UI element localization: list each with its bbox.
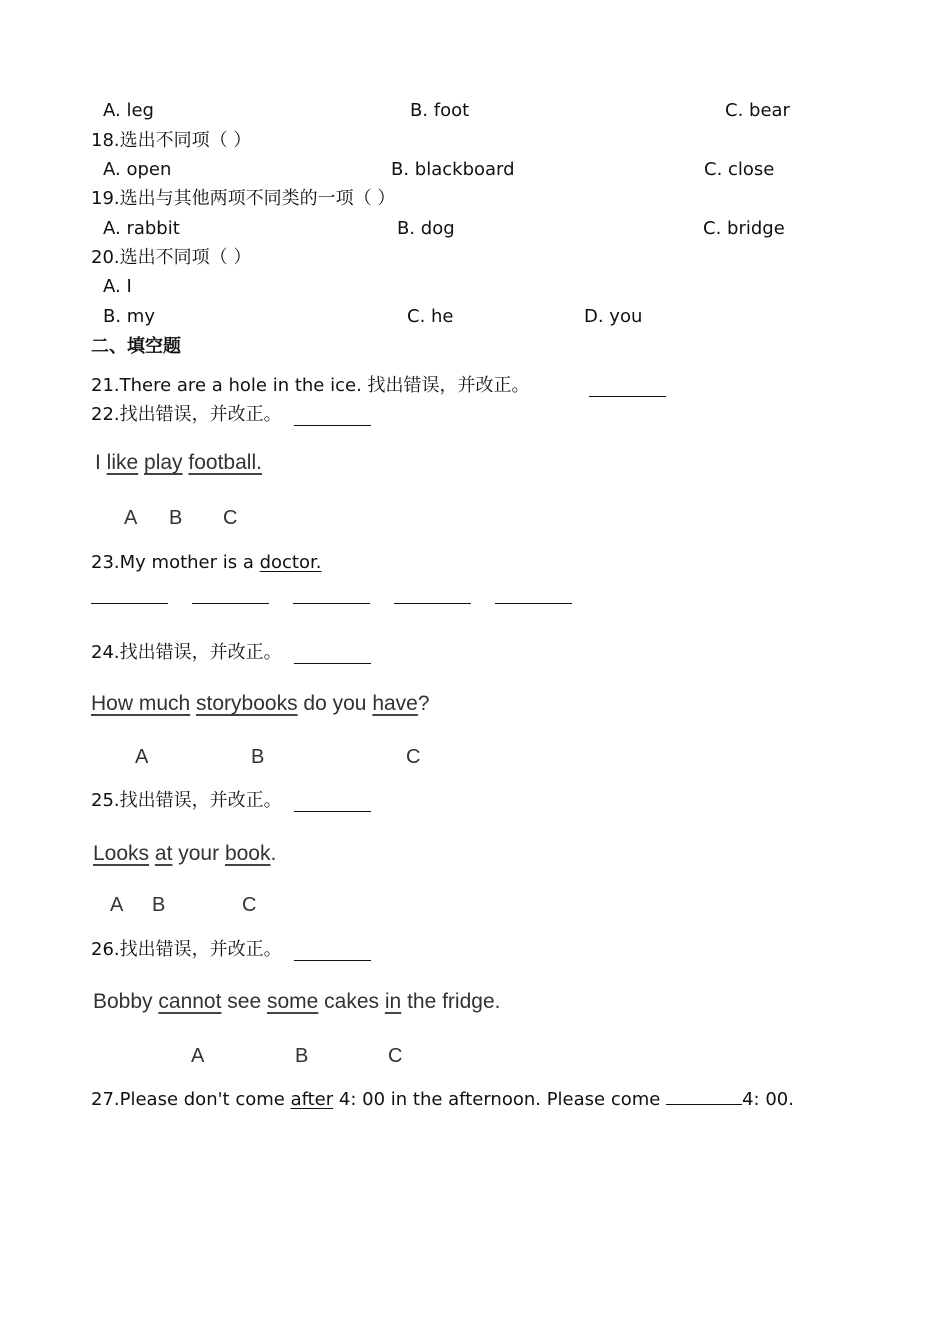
q25-stem: 25.找出错误，并改正。	[91, 790, 282, 811]
q20-option-c: C. he	[407, 306, 454, 327]
q19-option-a: A. rabbit	[103, 218, 180, 239]
q22-underlined-c: football.	[188, 451, 262, 474]
q20-stem: 20.选出不同项（ ）	[91, 247, 252, 268]
q25-underlined-b: at	[154, 842, 173, 865]
q26-stem: 26.找出错误，并改正。	[91, 939, 282, 960]
q25-letter-b: B	[152, 894, 166, 916]
q25-answer-blank[interactable]	[294, 811, 371, 812]
q17-option-b: B. foot	[410, 100, 470, 121]
q26-word: see	[221, 990, 267, 1013]
q22-letter-c: C	[223, 507, 238, 529]
q26-word: the fridge.	[401, 990, 501, 1013]
q22-underlined-b: play	[144, 451, 183, 474]
q25-letter-c: C	[242, 894, 257, 916]
q24-letter-c: C	[406, 746, 421, 768]
q22-answer-blank[interactable]	[294, 425, 371, 426]
q24-punct: ?	[417, 692, 430, 715]
q22-letter-a: A	[124, 507, 138, 529]
q19-stem: 19.选出与其他两项不同类的一项（ ）	[91, 188, 396, 209]
q23-underlined-word: doctor.	[259, 552, 322, 573]
q25-sentence-image	[93, 842, 276, 866]
q20-option-d: D. you	[584, 306, 643, 327]
q20-option-a: A. I	[103, 276, 132, 297]
q19-option-c: C. bridge	[703, 218, 785, 239]
q26-underlined-b: some	[266, 990, 319, 1013]
q23-blank-4[interactable]	[394, 603, 471, 604]
q20-option-b: B. my	[103, 306, 155, 327]
q26-letter-b: B	[295, 1045, 309, 1067]
q22-sentence-image	[95, 451, 262, 475]
q25-underlined-a: Looks	[93, 842, 150, 865]
q26-sentence-image	[93, 990, 500, 1014]
q24-underlined-c: have	[372, 692, 418, 715]
q26-underlined-a: cannot	[158, 990, 222, 1013]
q23-blank-5[interactable]	[495, 603, 572, 604]
q27-part: 27.Please don't come	[91, 1089, 291, 1110]
q22-stem: 22.找出错误，并改正。	[91, 404, 282, 425]
q27-answer-blank[interactable]	[666, 1088, 742, 1105]
q22-word: I	[95, 451, 107, 474]
q23-blank-1[interactable]	[91, 603, 168, 604]
q19-option-b: B. dog	[397, 218, 455, 239]
q24-word: do you	[297, 692, 373, 715]
q17-option-c: C. bear	[725, 100, 790, 121]
q24-underlined-b: storybooks	[196, 692, 298, 715]
q23-blank-2[interactable]	[192, 603, 269, 604]
q27-part: 4: 00.	[742, 1089, 794, 1110]
q24-underlined-a: How much	[91, 692, 191, 715]
q21-answer-blank[interactable]	[589, 396, 666, 397]
q26-word: Bobby	[93, 990, 159, 1013]
q18-option-b: B. blackboard	[391, 159, 515, 180]
q24-letter-a: A	[135, 746, 149, 768]
q18-option-c: C. close	[704, 159, 775, 180]
q24-sentence-image	[91, 692, 430, 716]
q27-part: 4: 00 in the afternoon. Please come	[333, 1089, 667, 1110]
q25-letter-a: A	[110, 894, 124, 916]
q27-underlined-word: after	[290, 1089, 334, 1110]
q27-text	[91, 1088, 794, 1111]
q26-answer-blank[interactable]	[294, 960, 371, 961]
q18-stem: 18.选出不同项（ ）	[91, 130, 252, 151]
q17-option-a: A. leg	[103, 100, 154, 121]
q24-stem: 24.找出错误，并改正。	[91, 642, 282, 663]
q24-letter-b: B	[251, 746, 265, 768]
q22-underlined-a: like	[106, 451, 139, 474]
q24-answer-blank[interactable]	[294, 663, 371, 664]
q25-underlined-c: book	[224, 842, 271, 865]
q26-underlined-c: in	[384, 990, 402, 1013]
q25-punct: .	[270, 842, 277, 865]
q23-prefix: 23.My mother is a	[91, 552, 260, 573]
q26-letter-a: A	[191, 1045, 205, 1067]
q26-letter-c: C	[388, 1045, 403, 1067]
q23-text	[91, 552, 321, 574]
section-title: 二、填空题	[91, 336, 181, 357]
q23-blank-3[interactable]	[293, 603, 370, 604]
q22-letter-b: B	[169, 507, 183, 529]
q18-option-a: A. open	[103, 159, 172, 180]
q26-word: cakes	[318, 990, 385, 1013]
q25-word: your	[172, 842, 225, 865]
q21-text: 21.There are a hole in the ice. 找出错误，并改正。	[91, 375, 530, 396]
